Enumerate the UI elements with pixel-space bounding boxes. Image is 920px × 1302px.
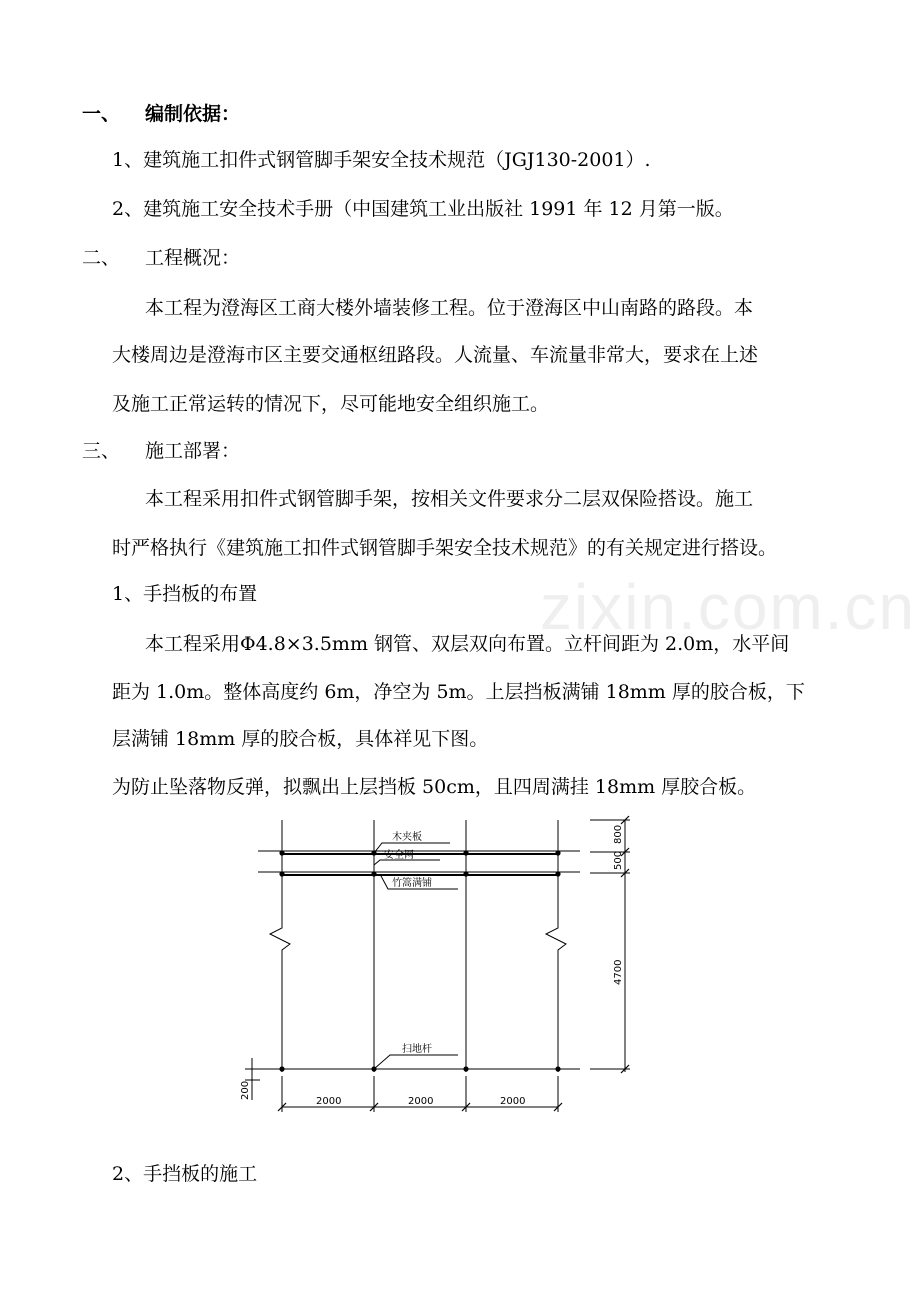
- reference-1: 1、建筑施工扣件式钢管脚手架安全技术规范（JGJ130-2001）.: [112, 149, 651, 171]
- joint-dot: [555, 850, 560, 855]
- label-sweep: 扫地杆: [402, 1044, 432, 1055]
- joint-dot: [279, 850, 284, 855]
- sub1-line-2: 距为 1.0m。整体高度约 6m，净空为 5m。上层挡板满铺 18mm 厚的胶合板，下: [112, 681, 805, 703]
- post-1: [270, 820, 290, 1072]
- watermark: zixin.com.cn: [540, 571, 917, 643]
- dim-right-500: 500: [613, 850, 624, 870]
- label-bamboo: 竹篙满铺: [392, 878, 432, 889]
- joint-dot: [463, 850, 468, 855]
- sub1-line-4: 为防止坠落物反弹，拟飘出上层挡板 50cm，且四周满挂 18mm 厚胶合板。: [112, 776, 757, 798]
- sub1-line-1: 本工程采用Φ4.8×3.5mm 钢管、双层双向布置。立杆间距为 2.0m，水平间: [145, 633, 790, 655]
- sub1-line-3: 层满铺 18mm 厚的胶合板，具体祥见下图。: [112, 728, 489, 750]
- subsection-2-title: 2、手挡板的施工: [112, 1163, 258, 1185]
- dim-bottom-1: 2000: [316, 1096, 342, 1107]
- joint-dot: [463, 871, 468, 876]
- label-net: 安全网: [384, 850, 414, 861]
- overview-line-1: 本工程为澄海区工商大楼外墙装修工程。位于澄海区中山南路的路段。本: [145, 297, 754, 319]
- joint-dot: [371, 850, 376, 855]
- section-2-title: 工程概况：: [145, 247, 241, 269]
- deployment-line-2: 时严格执行《建筑施工扣件式钢管脚手架安全技术规范》的有关规定进行搭设。: [112, 537, 778, 559]
- joint-dot: [463, 1066, 468, 1071]
- scaffold-diagram: [230, 810, 650, 1120]
- label-wood: 木夹板: [392, 832, 422, 843]
- overview-line-3: 及施工正常运转的情况下，尽可能地安全组织施工。: [112, 393, 550, 415]
- joint-dot: [371, 871, 376, 876]
- subsection-1-title: 1、手挡板的布置: [112, 583, 258, 605]
- section-3-number: 三、: [82, 440, 121, 462]
- joint-dot: [555, 1066, 560, 1071]
- joint-dot: [279, 1066, 284, 1071]
- leader-sweep: [374, 1055, 458, 1069]
- joint-dot: [555, 871, 560, 876]
- section-1-title: 编制依据：: [145, 103, 241, 125]
- dim-bottom-2: 2000: [408, 1096, 434, 1107]
- section-3-title: 施工部署：: [145, 440, 241, 462]
- dim-left-200: 200: [240, 1080, 251, 1100]
- section-2-number: 二、: [82, 247, 121, 269]
- deployment-line-1: 本工程采用扣件式钢管脚手架，按相关文件要求分二层双保险搭设。施工: [145, 488, 754, 510]
- dim-right-4700: 4700: [613, 959, 624, 985]
- joint-dot: [279, 871, 284, 876]
- dim-right-800: 800: [613, 824, 624, 844]
- section-1-number: 一、: [82, 103, 121, 125]
- overview-line-2: 大楼周边是澄海市区主要交通枢纽路段。人流量、车流量非常大，要求在上述: [112, 344, 759, 366]
- reference-2: 2、建筑施工安全技术手册（中国建筑工业出版社 1991 年 12 月第一版。: [112, 198, 734, 220]
- post-4: [546, 820, 566, 1072]
- joint-dot: [371, 1066, 376, 1071]
- dim-bottom-3: 2000: [500, 1096, 526, 1107]
